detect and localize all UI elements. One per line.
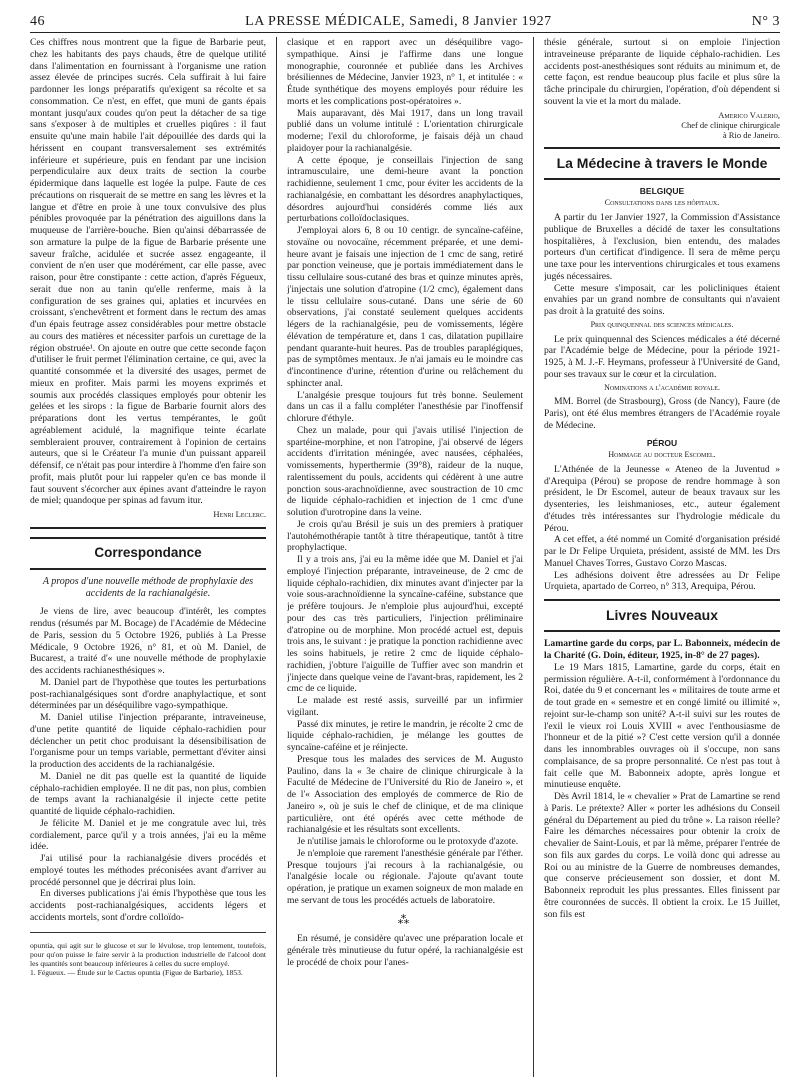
columns — [30, 37, 780, 1077]
paragraph: MM. Borrel (de Strasbourg), Gross (de Nancy), Faure (de Paris), ont été élus membres étrangers de l'Académie royale de Médecine. — [544, 396, 781, 431]
paragraph: J'ai utilisé pour la rachianalgésie divers procédés et employé toutes les méthodes préconisées avant d'arriver au procédé personnel que je décrirai plus loin. — [30, 853, 267, 888]
news-heading: Hommage au docteur Escomel. — [608, 450, 716, 460]
section-title-medecine-monde: La Médecine à travers le Monde — [544, 147, 780, 180]
paragraph: Je n'utilise jamais le chloroforme ou le protoxyde d'azote. — [297, 836, 519, 847]
paragraph: M. Daniel utilise l'injection préparante, intraveineuse, d'une petite quantité de liquide céphalo-rachidien pour déclencher un petit choc produisant la désensibilisation de l'organisme pour un temps variable, permettant d'éviter ainsi la production des accidents de la rachianalgésie. — [30, 712, 267, 771]
column-rule — [533, 37, 534, 1077]
column-rule — [276, 37, 277, 1077]
paragraph: A partir du 1er Janvier 1927, la Commission d'Assistance publique de Bruxelles a décidé de taxer les consultations hospitalières, à l'exclusion, bien entendu, des malades porteurs d'un certificat d'indigence. Il sera de même perçu une taxe pour les interventions chirurgicales et tous examens jugés nécessaires. — [544, 212, 781, 282]
paragraph: En résumé, je considère qu'avec une préparation locale et générale très minutieuse du futur opéré, la rachianalgésie est le procédé de choix pour l'anes- — [287, 933, 524, 968]
journal-title: LA PRESSE MÉDICALE, Samedi, 8 Janvier 1927 — [245, 14, 552, 29]
paragraph: A cet effet, a été nommé un Comité d'organisation présidé par le Dr Felipe Urquieta, président, assisté de MM. les Drs Manuel Chaves Torres, Gustavo Corzo Mascas. — [544, 534, 781, 569]
signature-title: Chef de clinique chirurgicale — [681, 119, 781, 130]
paragraph: A cette époque, je conseillais l'injection de sang intramusculaire, une demi-heure avant la ponction rachidienne, seulement 1 cmc, pour éviter les accidents de la rachianalgésie, en combattant les désordres anaphylactiques, désordres aujourd'hui considérés comme liés aux perturbations colloïdoclasiques. — [287, 154, 524, 225]
column-1 — [30, 37, 266, 1077]
paragraph: Je viens de lire, avec beaucoup d'intérêt, les comptes rendus (résumés par M. Bocage) de l'Académie de Médecine de Paris, session du 5 Octobre 1926, publiés à La Presse Médicale, 9 Octobre 1926, n° 81, et où M. Daniel, de Bucarest, a traité d'« une nouvelle méthode de prophylaxie des accidents rachianesthésiques ». — [30, 606, 267, 677]
paragraph: M. Daniel part de l'hypothèse que toutes les perturbations post-rachianalgésiques sont d'ordre anaphylactique, et sont déterminées par un déséquilibre vago-sympathique. — [30, 676, 267, 712]
footnote: opuntia, qui agit sur le glucose et sur le lévulose, trop lentement, toutefois, pour qu'on puisse le faire servir à la production industrielle de l'alcool dont les quantités sont beaucoup inférieures à celles du sucre employé. — [30, 940, 267, 968]
section-title-correspondance: Correspondance — [30, 537, 266, 570]
paragraph: Le malade est resté assis, surveillé par un infirmier vigilant. — [287, 695, 524, 718]
news-heading: Nominations a l'académie royale. — [604, 382, 720, 392]
divider — [30, 527, 266, 529]
book-title: Lamartine garde du corps, par L. Babonneix, médecin de la Charité (G. Doin, éditeur, 1925, in-8° de 27 pages). — [544, 638, 781, 661]
paragraph: Je n'emploie que rarement l'anesthésie générale par l'éther. Presque toujours j'ai recours à la rachianalgésie, ou l'analgésie locale ou régionale. J'ajoute qu'avant toute opération, je pratique un examen soigneux de mon malade en me servant de tous les procédés actuels de laboratoire. — [287, 847, 524, 906]
article-subtitle: A propos d'une nouvelle méthode de prophylaxie des accidents de la rachianalgésie. — [42, 575, 254, 600]
asterism: ⁂ — [397, 912, 413, 927]
paragraph: thésie générale, surtout si on emploie l'injection intraveineuse préparante de liquide céphalo-rachidien. Les accidents post-anesthésiques sont réduits au minimum et, de cette façon, est rendue beaucoup plus facile et plus sûre la tâche principale du chirurgien, l'opération, d'où dépendent si souvent la vie et la mort du malade. — [544, 37, 781, 107]
paragraph: En diverses publications j'ai émis l'hypothèse que tous les accidents post-rachianalgésiques, accidents légers et accidents mortels, sont d'ordre colloïdo- — [30, 888, 267, 923]
paragraph: J'employai alors 6, 8 ou 10 centigr. de syncaïne-caféine, stovaïne ou novocaïne, récemment préparée, et une demi-heure avant je faisais une injection de 1 cmc de sang, retiré par ponction veineuse, que je portais immédiatement dans le tissu cellulaire sous-cutané des bras et quinze minutes après, j'injectais une solution d'atropine (1/2 cmc), également dans le tissu cellulaire sous-cutané. Dans une série de 60 observations, j'ai constaté seulement quelques accidents légers de la rachianalgésie, peu de vomissements, légère élévation de température et, dans 1 cas, dilatation pupillaire pendant quarante-huit heures. Pas de troubles paraplégiques, pas de symptômes mentaux. Je n'ai jamais eu le moindre cas d'incontinence d'urine, rétention d'urine ou relâchement du sphincter anal. — [287, 225, 524, 389]
paragraph: Presque tous les malades des services de M. Augusto Paulino, dans la « 3e chaire de clinique chirurgicale à la Faculté de Médecine de l'Université du Rio de Janeiro », et de l'« Association des employés de commerce de Rio de Janeiro », où je suis le chef de clinique, et de ma clinique particulière, ont été opérés avec cette méthode de rachianalgésie et les résultats sont excellents. — [287, 753, 524, 836]
paragraph: L'Athénée de la Jeunesse « Ateneo de la Juventud » d'Arequipa (Pérou) se propose de rendre hommage à son président, le Dr Escomel, auteur de beaux travaux sur les dysenteries, les leishmanioses, etc., auteur également d'études très intéressantes sur l'hydrologie médicale du Pérou. — [544, 463, 781, 534]
paragraph: Passé dix minutes, je retire le mandrin, je récolte 2 cmc de liquide céphalo-rachidien, je mélange les gouttes de syncaïne-caféine et je réinjecte. — [287, 718, 524, 753]
paragraph: Il y a trois ans, j'ai eu la même idée que M. Daniel et j'ai employé l'injection préparante, intraveineuse, de 2 cmc de liquide céphalo-rachidien, dix minutes avant d'injecter par la voie sous-arachnoïdienne la syncaïne-caféine, substance que je préfère toujours. Je n'emploie plus aujourd'hui, excepté pour des cas très particuliers, l'injection préliminaire d'atropine ou de morphine. Mon procédé actuel est, depuis trois ans, le suivant : je pratique la ponction rachidienne avec les soins habituels, je retire 2 cmc de liquide céphalo-rachidien, j'obture l'aiguille de Tuffier avec son mandrin et j'injecte dans quelque veine de l'avant-bras, rapidement, les 2 cmc de ce liquide. — [287, 554, 524, 695]
news-heading: Consultations dans les hôpitaux. — [604, 198, 720, 208]
paragraph: clasique et en rapport avec un déséquilibre vago-sympathique. Ainsi je l'affirme dans une longue monographie, couronnée et publiée dans les Archives brésiliennes de Médecine, Janvier 1923, n° 1, et intitulée : « Étude synthétique des moyens employés pour réduire les morts et les complications post-opératoires ». — [287, 37, 524, 107]
paragraph: Dès Avril 1814, le « chevalier » Prat de Lamartine se rend à Paris. Le prétexte? Aller « porter les adhésions du Conseil général du Département au pied du trône ». La raison réelle? Faire les démarches nécessaires pour obtenir la croix de chevalier de Saint-Louis, et par là même, préparer l'entrée de son fils aux gardes du corps. Le voilà donc qui adresse au Roi ou au ministre de la Guerre de nombreuses demandes, que conserve précieusement son dossier, et dont M. Babonneix reproduit les plus pressantes. Elles finissent par être couronnées de succès. Il obtient la croix. Le 15 Juillet, son fils est — [544, 791, 781, 920]
paragraph: Ces chiffres nous montrent que la figue de Barbarie peut, chez les habitants des pays chauds, être de quelque utilité dans l'alimentation en fournissant à l'organisme une ration assez élevée de principes sucrés. Cela suffirait à lui faire pardonner les longs préparatifs qu'exigent sa récolte et sa consommation. Ce n'est, en effet, que muni de gants épais montant jusqu'aux coudes qu'on peut la détacher de sa tige sans s'exposer à de multiples et cruelles piqûres : il faut ensuite qu'une main habile l'ait dépouillée des dards qui la hérissent en coupant transversalement ses extrémités inférieure et supérieure, puis en fendant par une incision perpendiculaire aux deux traits de section la courbe épidermique dans laquelle est logée la pulpe. Faute de ces précautions on risquerait de se mettre en sang les lèvres et la langue et d'être en proie à une toux convulsive des plus pénibles provoquée par la pénétration des aiguillons dans la muqueuse de l'arrière-bouche. Bien qu'ainsi débarrassée de son armature la pulpe de la figue de Barbarie présente une saveur fraîche, acidulée et sucrée assez engageante, il convient de n'en user que modérément, car elle passe, avec raison, pour être constipante : cette action, d'après Fégueux, serait due non au tanin qu'elle renferme, mais à la configuration de ses graines qui, aplaties et incurvées en croissant, s'enchevêtrent et forment dans le rectum des amas d'un épais feutrage assez considérables pour mettre obstacle au cours des matières et nécessiter parfois un curettage de la région obstruée¹. On ajoute en outre que cette seconde façon d'utiliser le fruit permet l'élimination certaine, ce qui, avec la quantité consommée et la diversité des usages, permet de mieux en profiter. Mais parmi les moyens exprimés et soumis aux procédés classiques employés pour obtenir les gelées et les sirops : la figue de Barbarie fournit alors des préparations dont les vertus tempérantes, le goût agréablement acidulé, la magnifique teinte écarlate sembleraient prouver, contrairement à l'opinion de certains auteurs, que si le Créateur l'a munie d'un puissant appareil défensif, ce n'était pas pour interdire à l'homme d'en faire son profit, mais plutôt pour lui rappeler qu'en ce bas monde il faut souvent s'écorcher aux épines avant d'atteindre le rayon de miel; quandoque per spinas ad favum itur. — [30, 37, 267, 507]
signature: Henri Leclerc. — [213, 509, 267, 519]
signature: Americo Valerio, — [718, 109, 781, 120]
news-heading: Prix quinquennal des sciences médicales. — [590, 319, 734, 329]
paragraph: Cette mesure s'imposait, car les policliniques étaient envahies par un grand nombre de consultants qui n'avaient pas droit à la gratuité des soins. — [544, 282, 781, 318]
running-header — [30, 14, 780, 33]
footnotes — [30, 941, 266, 977]
paragraph: Je crois qu'au Brésil je suis un des premiers à pratiquer l'autohémothérapie tantôt à titre thérapeutique, tantôt à titre prophylactique. — [287, 518, 524, 554]
country-heading-belgique: BELGIQUE — [639, 185, 685, 196]
paragraph: L'analgésie presque toujours fut très bonne. Seulement dans un cas il a fallu compléter l'anesthésie par l'inoffensif chlorure d'éthyle. — [287, 389, 524, 424]
paragraph: Je félicite M. Daniel et je me congratule avec lui, très cordialement, parce qu'il y a trois années, j'ai eu la même idée. — [30, 817, 267, 853]
column-3 — [544, 37, 780, 1077]
footnote-divider — [30, 932, 266, 933]
paragraph: Les adhésions doivent être adressées au Dr Felipe Urquieta, apartado de Correo, n° 313, Arequipa, Pérou. — [544, 569, 781, 593]
paragraph: Le prix quinquennal des Sciences médicales a été décerné par l'Académie belge de Médecine, pour la période 1921-1925, à M. J.-F. Heymans, professeur à l'Université de Gand, pour ses travaux sur le cœur et la circulation. — [544, 333, 781, 380]
paragraph: Chez un malade, pour qui j'avais utilisé l'injection de spartéine-morphine, et non l'atropine, j'ai observé de légers accidents d'irritation méningée, avec nausées, céphalées, vomissements, hyperthermie (39°8), raideur de la nuque, ralentissement du pouls, accidents qui cédèrent à une autre ponction sous-arachnoïdienne, avec soustraction de 10 cmc de liquide céphalo-rachidien et injection de 1 cmc d'une solution d'urotropine dans la veine. — [287, 424, 524, 518]
page-number: 46 — [30, 14, 45, 29]
section-title-livres-nouveaux: Livres Nouveaux — [544, 599, 780, 632]
issue-number: N° 3 — [751, 14, 780, 29]
paragraph: Mais auparavant, dès Mai 1917, dans un long travail publié dans un volume intitulé : L'orientation chirurgicale moderne; l'exil du chloroforme, je faisais déjà un chaud plaidoyer pour la rachianalgésie. — [287, 107, 524, 154]
signature-location: à Rio de Janeiro. — [722, 130, 781, 141]
footnote: 1. Fégueux. — Étude sur le Cactus opuntia (Figue de Barbarie), 1853. — [30, 968, 243, 978]
paragraph: M. Daniel ne dit pas quelle est la quantité de liquide céphalo-rachidien employée. Il ne dit pas, non plus, combien de temps avant la rachianalgésie il injecte cette petite quantité de liquide céphalo-rachidien. — [30, 770, 267, 818]
country-heading-perou: PÉROU — [646, 437, 678, 448]
column-2 — [287, 37, 523, 1077]
paragraph: Le 19 Mars 1815, Lamartine, garde du corps, était en permission régulière. A-t-il, conformément à l'ordonnance du Roi, datée du 9 et concernant les « militaires de toute arme et de tout grade en « semestre et en congé limité ou illimité », rejoint sur-le-champ son unité? A-t-il suivi sur les routes de l'exil le vieux roi Louis XVIII « avec l'enthousiasme de l'honneur et de la pitié »? C'est cette version qu'il a donnée dans les innombrables ouvrages où il s'occupe, non sans complaisance, de sa propre personnalité. Ce n'est pas tout à fait celle que M. Babonneix adopte, après longue et minutieuse enquête. — [544, 661, 781, 791]
